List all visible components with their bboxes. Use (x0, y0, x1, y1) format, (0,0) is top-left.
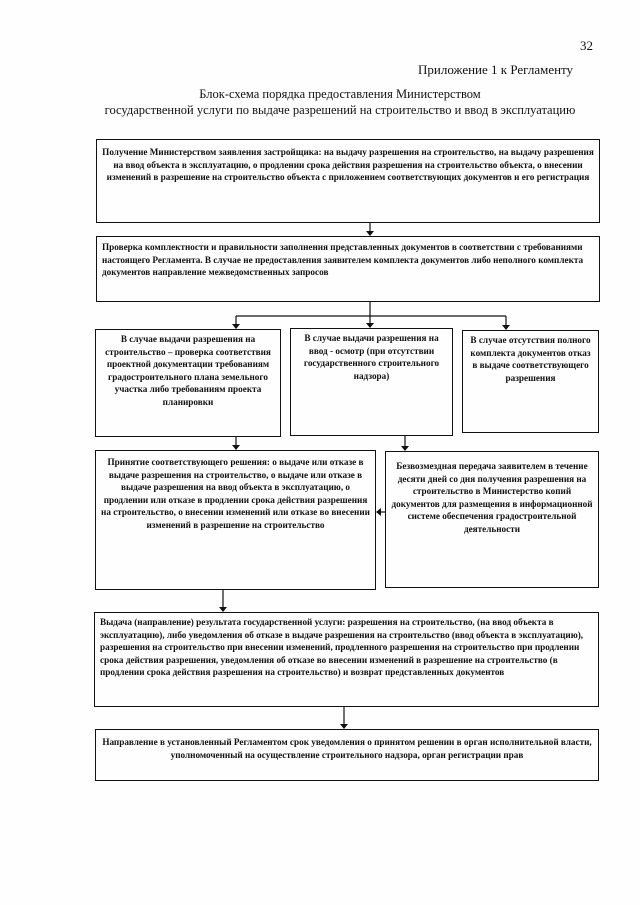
step-branch-commissioning: В случае выдачи разрешения на ввод - осмотр (при отсутствии государственного строительного надзора) (290, 328, 453, 436)
step-check: Проверка комплектности и правильности заполнения представленных документов в соответствии с требованиями настоящего Регламента. В случае не предоставления заявителем комплекта документов либо неполного комплекта документов направление межведомственных запросов (96, 236, 600, 302)
step-decision: Принятие соответствующего решения: о выдаче или отказе в выдаче разрешения на строительство, о выдаче или отказе в выдаче разрешения на ввод объекта в эксплуатацию, о продлении или отказе в продлении срока действия разрешения на строительство, о внесении изменений или отказе во внесении изменений в разрешение на строительство (95, 450, 376, 590)
step-branch-construction: В случае выдачи разрешения на строительство – проверка соответствия проектной документации требованиям градостроительного плана земельного участка либо требованиям проекта планировки (95, 329, 281, 437)
title-line-2: государственной услуги по выдаче разрешений на строительство и ввод в эксплуатацию (104, 103, 576, 117)
step-issuance: Выдача (направление) результата государственной услуги: разрешения на строительство, (на ввод объекта в эксплуатацию), либо уведомления об отказе в выдаче разрешения на строительство (ввод объекта в эксплуатацию), разрешения на строительство при внесении изменений, продленного разрешения на строительство при продлении срока действия разрешения, уведомления об отказе во внесении изменений в разрешение на строительство (в продлении срока действия разрешения на строительство) и возврат представленных документов (94, 612, 599, 707)
step-branch-refusal: В случае отсутствия полного комплекта документов отказ в выдаче соответствующего разрешения (462, 330, 599, 433)
step-receipt: Получение Министерством заявления застройщика: на выдачу разрешения на строительство, на выдачу разрешения на ввод объекта в эксплуатацию, о продлении срока действия разрешения на строительство объекта, о внесении изменений в разрешение на строительство объекта с приложением соответствующих документов и его регистрация (96, 139, 600, 223)
step-notification: Направление в установленный Регламентом срок уведомления о принятом решении в орган исполнительной власти, уполномоченный на осуществление строительного надзора, орган регистрации прав (95, 729, 599, 781)
page-number: 32 (580, 38, 593, 53)
arrowhead-decision-b (376, 508, 381, 516)
title-line-1: Блок-схема порядка предоставления Министерством (199, 87, 481, 101)
step-transfer: Безвозмездная передача заявителем в течение десяти дней со дня получения разрешения на строительство в Министерство копий документов для размещения в информационной системе обеспечения градостроительной деятельности (385, 451, 599, 588)
appendix-label: Приложение 1 к Регламенту (418, 62, 574, 77)
